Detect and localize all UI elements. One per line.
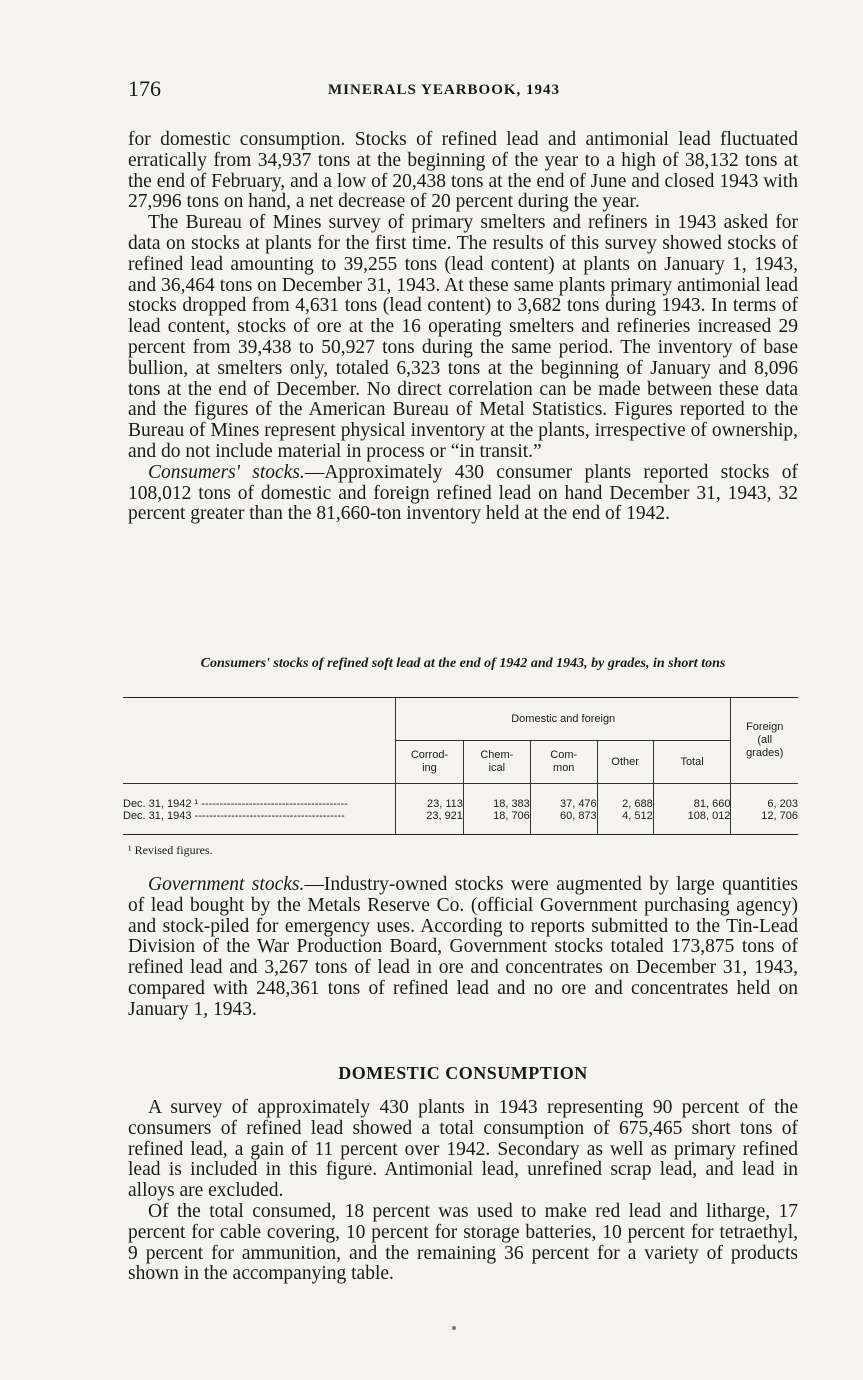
page-number: 176 [128, 76, 161, 101]
column-header [653, 741, 731, 784]
stub-header [123, 698, 396, 784]
foreign-header [731, 698, 798, 784]
table-cell: 2, 688 [597, 784, 653, 811]
text-block-bottom [128, 1098, 798, 1285]
column-header-label: Chem- ical [480, 749, 514, 774]
table-cell: 18, 706 [463, 810, 530, 835]
paragraph: Of the total consumed, 18 percent was used to make red lead and litharge, 17 percent for cable covering, 10 percent for storage batteries, 10 percent for tetraethyl, 9 percent for ammunition, and the remaining 36 percent for a variety of products shown in the accompanying table. [128, 1200, 798, 1285]
paragraph: A survey of approximately 430 plants in 1943 representing 90 percent of the consumers of refined lead showed a total consumption of 675,465 short tons of refined lead, a gain of 11 percent over 1942. Secondary as well as primary refined lead is included in this figure. Antimonial lead, unrefined scrap lead, and lead in alloys are excluded. [128, 1097, 798, 1202]
row-label-text: Dec. 31, 1942 ¹ [123, 798, 199, 810]
paragraph-lead: Consumers' stocks. [148, 461, 305, 483]
section-heading: DOMESTIC CONSUMPTION [338, 1063, 588, 1083]
paragraph: for domestic consumption. Stocks of refined lead and antimonial lead fluctuated erratically from 34,937 tons at the beginning of the year to a high of 38,132 tons at the end of February, and a low of 20,438 tons at the end of June and closed 1943 with 27,996 tons on hand, a net decrease of 20 percent during the year. [128, 129, 798, 213]
group-header: Domestic and foreign [396, 698, 731, 741]
paragraph [128, 875, 798, 1021]
column-header [597, 741, 653, 784]
foreign-header-label: Foreign (all grades) [746, 721, 784, 759]
text-block-top [128, 130, 798, 525]
table-cell: 12, 706 [731, 810, 798, 835]
column-header [463, 741, 530, 784]
column-header-label: Other [611, 755, 639, 768]
scan-speck [452, 1326, 456, 1330]
running-head: MINERALS YEARBOOK, 1943 [328, 82, 561, 98]
table-cell: 23, 921 [396, 810, 464, 835]
row-label: Dec. 31, 1943 ----------------------------------------- [123, 810, 396, 835]
table-cell: 37, 476 [530, 784, 597, 811]
paragraph [128, 463, 798, 525]
table-cell: 108, 012 [653, 810, 731, 835]
paragraph-body: —Approximately 430 consumer plants reported stocks of 108,012 tons of domestic and foreign refined lead on hand December 31, 1943, 32 percent greater than the 81,660-ton inventory held at the end of 1942. [128, 461, 799, 525]
table-cell: 23, 113 [396, 784, 464, 811]
row-label-text: Dec. 31, 1943 [123, 810, 192, 822]
column-header [396, 741, 464, 784]
text-block-middle [128, 875, 798, 1021]
paragraph: The Bureau of Mines survey of primary smelters and refiners in 1943 asked for data on stocks at plants for the first time. The results of this survey showed stocks of refined lead amounting to 39,255 tons (lead content) at plants on January 1, 1943, and 36,464 tons on December 31, 1943. At these same plants primary antimonial lead stocks dropped from 4,631 tons (lead content) to 3,682 tons during 1943. In terms of lead content, stocks of ore at the 16 operating smelters and refineries increased 29 percent from 39,438 to 50,927 tons during the same period. The inventory of base bullion, at smelters only, totaled 6,323 tons at the beginning of January and 8,096 tons at the end of December. No direct correlation can be made between these data and the figures of the American Bureau of Metal Statistics. Figures reported to the Bureau of Mines represent physical inventory at the plants, irrespective of ownership, and do not include material in process or “in transit.” [128, 212, 798, 462]
table-row [123, 784, 798, 811]
table-cell: 81, 660 [653, 784, 731, 811]
page-header [128, 76, 798, 106]
table-row [123, 810, 798, 835]
table-footnote: ¹ Revised figures. [128, 843, 213, 857]
paragraph-lead: Government stocks. [148, 874, 305, 895]
table-title: Consumers' stocks of refined soft lead at the end of 1942 and 1943, by grades, in short tons [200, 656, 726, 671]
column-header-label: Com- mon [550, 749, 578, 774]
column-header [530, 741, 597, 784]
table-cell: 4, 512 [597, 810, 653, 835]
table-cell: 60, 873 [530, 810, 597, 835]
paragraph-body: —Industry-owned stocks were augmented by large quantities of lead bought by the Metals Reserve Co. (official Government purchasing agency) and stock-piled for emergency uses. According to reports submitted to the Tin-Lead Division of the War Production Board, Government stocks totaled 173,875 tons of refined lead and 3,267 tons of lead in ore and concentrates on December 31, 1943, compared with 248,361 tons of refined lead and no ore and concentrates held on January 1, 1943. [128, 874, 798, 1020]
column-header-label: Total [680, 755, 704, 768]
column-header-label: Corrod- ing [410, 749, 449, 774]
table-cell: 6, 203 [731, 784, 798, 811]
table-cell: 18, 383 [463, 784, 530, 811]
row-label: Dec. 31, 1942 ¹ ---------------------------------------- [123, 784, 396, 811]
stocks-table [123, 697, 798, 835]
